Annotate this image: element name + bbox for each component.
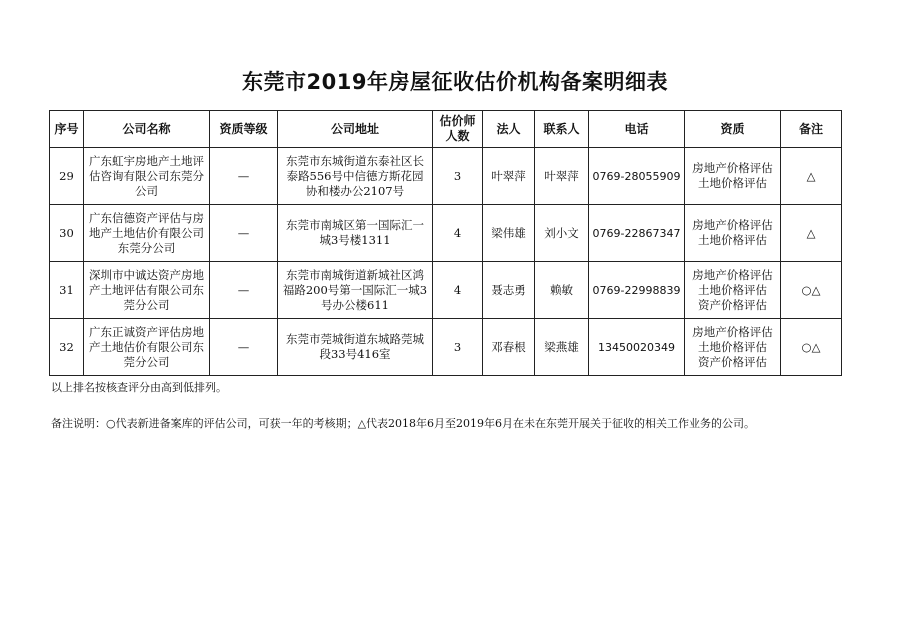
cell-legal-person: 叶翠萍 <box>483 148 535 205</box>
qualification-line: 资产价格评估 <box>698 354 767 369</box>
cell-contact: 赖敏 <box>535 262 589 319</box>
cell-phone: 0769-28055909 <box>589 148 685 205</box>
cell-address: 东莞市莞城街道东城路莞城段33号416室 <box>278 319 433 376</box>
cell-qualification <box>685 148 781 205</box>
cell-address: 东莞市东城街道东泰社区长泰路556号中信德方斯花园协和楼办公2107号 <box>278 148 433 205</box>
header-grade: 资质等级 <box>210 111 278 148</box>
cell-grade: — <box>210 262 278 319</box>
table-row <box>50 319 842 376</box>
cell-remark: △ <box>781 205 842 262</box>
cell-contact: 刘小文 <box>535 205 589 262</box>
header-appraisers-line2: 人数 <box>445 129 470 143</box>
cell-seq: 32 <box>50 319 84 376</box>
cell-contact: 梁燕雄 <box>535 319 589 376</box>
cell-grade: — <box>210 148 278 205</box>
cell-company: 广东正诚资产评估房地产土地估价有限公司东莞分公司 <box>84 319 210 376</box>
cell-appraisers: 3 <box>433 148 483 205</box>
cell-appraisers: 4 <box>433 262 483 319</box>
cell-grade: — <box>210 205 278 262</box>
qualification-line: 房地产价格评估 <box>692 324 773 339</box>
qualification-line: 资产价格评估 <box>698 297 767 312</box>
qualification-line: 土地价格评估 <box>698 339 767 354</box>
qualification-line: 房地产价格评估 <box>692 218 773 232</box>
header-legal-person: 法人 <box>483 111 535 148</box>
cell-appraisers: 4 <box>433 205 483 262</box>
cell-address: 东莞市南城街道新城社区鸿福路200号第一国际汇一城3号办公楼611 <box>278 262 433 319</box>
header-contact: 联系人 <box>535 111 589 148</box>
cell-company: 深圳市中诚达资产房地产土地评估有限公司东莞分公司 <box>84 262 210 319</box>
header-row <box>50 111 842 148</box>
qualification-line: 房地产价格评估 <box>692 161 773 175</box>
cell-seq: 30 <box>50 205 84 262</box>
header-qualification: 资质 <box>685 111 781 148</box>
cell-phone: 0769-22998839 <box>589 262 685 319</box>
qualification-line: 土地价格评估 <box>698 282 767 297</box>
header-remark: 备注 <box>781 111 842 148</box>
cell-remark: ○△ <box>781 262 842 319</box>
cell-remark: ○△ <box>781 319 842 376</box>
cell-grade: — <box>210 319 278 376</box>
cell-address: 东莞市南城区第一国际汇一城3号楼1311 <box>278 205 433 262</box>
cell-legal-person: 聂志勇 <box>483 262 535 319</box>
header-appraisers <box>433 111 483 148</box>
header-company: 公司名称 <box>84 111 210 148</box>
cell-remark: △ <box>781 148 842 205</box>
table-row <box>50 205 842 262</box>
header-appraisers-line1: 估价师 <box>439 114 476 128</box>
cell-legal-person: 邓春根 <box>483 319 535 376</box>
cell-legal-person: 梁伟雄 <box>483 205 535 262</box>
cell-company: 广东信德资产评估与房地产土地估价有限公司东莞分公司 <box>84 205 210 262</box>
cell-qualification <box>685 262 781 319</box>
cell-qualification <box>685 319 781 376</box>
sort-note: 以上排名按核查评分由高到低排列。 <box>51 381 227 394</box>
cell-phone: 0769-22867347 <box>589 205 685 262</box>
page-title: 东莞市2019年房屋征收估价机构备案明细表 <box>242 70 668 94</box>
cell-company: 广东虹宇房地产土地评估咨询有限公司东莞分公司 <box>84 148 210 205</box>
header-phone: 电话 <box>589 111 685 148</box>
qualification-line: 土地价格评估 <box>698 176 767 190</box>
registration-table <box>49 110 842 376</box>
table-row <box>50 262 842 319</box>
qualification-line: 房地产价格评估 <box>692 267 773 282</box>
cell-appraisers: 3 <box>433 319 483 376</box>
cell-contact: 叶翠萍 <box>535 148 589 205</box>
header-seq: 序号 <box>50 111 84 148</box>
qualification-line: 土地价格评估 <box>698 233 767 247</box>
cell-qualification <box>685 205 781 262</box>
cell-seq: 31 <box>50 262 84 319</box>
header-address: 公司地址 <box>278 111 433 148</box>
table-row <box>50 148 842 205</box>
cell-seq: 29 <box>50 148 84 205</box>
legend-note: 备注说明：○代表新进备案库的评估公司，可获一年的考核期；△代表2018年6月至2019年6月在未在东莞开展关于征收的相关工作业务的公司。 <box>51 417 756 430</box>
cell-phone: 13450020349 <box>589 319 685 376</box>
